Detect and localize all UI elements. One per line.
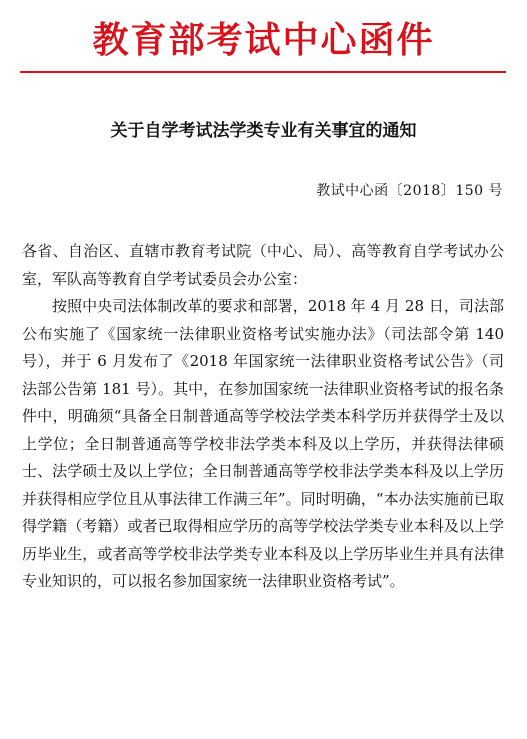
document-number: 教试中心函〔2018〕150 号	[316, 183, 503, 199]
document-title: 关于自学考试法学类专业有关事宜的通知	[110, 121, 417, 141]
body-paragraph: 按照中央司法体制改革的要求和部署，2018 年 4 月 28 日，司法部公布实施了《国家统一法律职业资格考试实施办法》（司法部令第 140 号），并于 6 月发布了《2018 年国家统一法律职业资格考试公告》（司法部公告第 181 号）。其中，在参加国家统一法律职业资格考试的报名条件中，明确须“具备全日制普通高等学校法学类本科学历并获得学士及以上学位；全日制普通高等学校非法学类本科及以上学历，并获得法律硕士、法学硕士及以上学位；全日制普通高等学校非法学类本科及以上学历并获得相应学位且从事法律工作满三年”。同时明确，“本办法实施前已取得学籍（考籍）或者已取得相应学历的高等学校法学类专业本科及以上学历毕业生，或者高等学校非法学类专业本科及以上学历毕业生并具有法律专业知识的，可以报名参加国家统一法律职业资格考试”。	[22, 297, 504, 590]
letterhead-divider	[20, 71, 506, 73]
document-body	[22, 238, 504, 596]
salutation: 各省、自治区、直辖市教育考试院（中心、局）、高等教育自学考试办公室，军队高等教育自学考试委员会办公室：	[22, 242, 504, 288]
letterhead-title: 教育部考试中心函件	[92, 19, 435, 61]
